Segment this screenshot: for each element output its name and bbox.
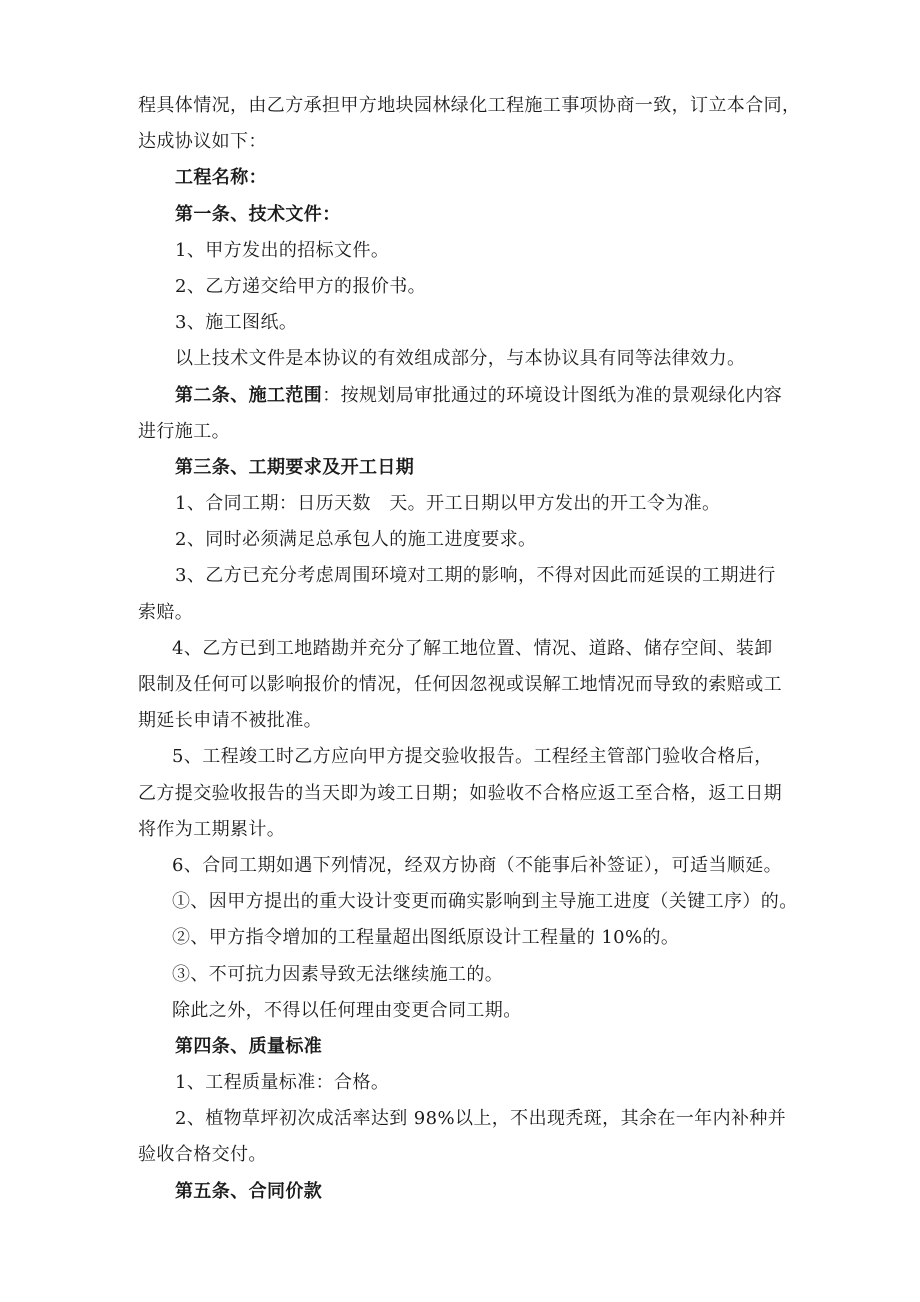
article-1-heading: 第一条、技术文件： [175,203,341,225]
paragraph-line: 索赔。 [138,601,194,623]
paragraph-line: 期延长申请不被批准。 [138,710,322,732]
sub-list-item: ①、因甲方提出的重大设计变更而确实影响到主导施工进度（关键工序）的。 [172,891,798,913]
paragraph-line: 乙方提交验收报告的当天即为竣工日期；如验收不合格应返工至合格，返工日期 [138,782,782,804]
list-item: 4、乙方已到工地踏勘并充分了解工地位置、情况、道路、储存空间、装卸 [172,637,773,659]
article-3-heading: 第三条、工期要求及开工日期 [175,456,415,478]
list-item: 1、合同工期：日历天数 天。开工日期以甲方发出的开工令为准。 [175,493,721,515]
list-item: 6、合同工期如遇下列情况，经双方协商（不能事后补签证），可适当顺延。 [172,854,783,876]
document-page [138,88,801,1210]
list-item: 2、植物草坪初次成活率达到 98%以上，不出现秃斑，其余在一年内补种并 [175,1108,787,1130]
list-item: 5、工程竣工时乙方应向甲方提交验收报告。工程经主管部门验收合格后， [172,746,773,768]
sub-list-item: ②、甲方指令增加的工程量超出图纸原设计工程量的 10%的。 [172,927,680,949]
project-name-heading: 工程名称： [175,167,267,189]
list-item: 2、乙方递交给甲方的报价书。 [175,275,427,297]
paragraph-line: 验收合格交付。 [138,1144,267,1166]
list-item: 3、乙方已充分考虑周围环境对工期的影响，不得对因此而延误的工期进行 [175,565,776,587]
sub-list-item: ③、不可抗力因素导致无法继续施工的。 [172,963,504,985]
article-5-heading: 第五条、合同价款 [175,1180,323,1202]
list-item: 3、施工图纸。 [175,312,298,334]
paragraph-line: 将作为工期累计。 [138,818,286,840]
article-2-text: ：按规划局审批通过的环境设计图纸为准的景观绿化内容 [322,384,783,406]
paragraph-line: 以上技术文件是本协议的有效组成部分，与本协议具有同等法律效力。 [175,348,746,370]
list-item: 1、工程质量标准：合格。 [175,1072,390,1094]
paragraph-line: 程具体情况，由乙方承担甲方地块园林绿化工程施工事项协商一致，订立本合同， [138,95,801,116]
paragraph-line: 限制及任何可以影响报价的情况，任何因忽视或误解工地情况而导致的索赔或工 [138,674,782,695]
article-2-line [138,378,788,414]
paragraph-line: 除此之外，不得以任何理由变更合同工期。 [172,999,522,1021]
paragraph-line: 进行施工。 [138,420,230,442]
paragraph-line: 达成协议如下： [138,131,267,153]
list-item: 1、甲方发出的招标文件。 [175,239,390,261]
article-2-heading: 第二条、施工范围 [175,384,323,406]
article-4-heading: 第四条、质量标准 [175,1035,323,1057]
list-item: 2、同时必须满足总承包人的施工进度要求。 [175,529,537,551]
